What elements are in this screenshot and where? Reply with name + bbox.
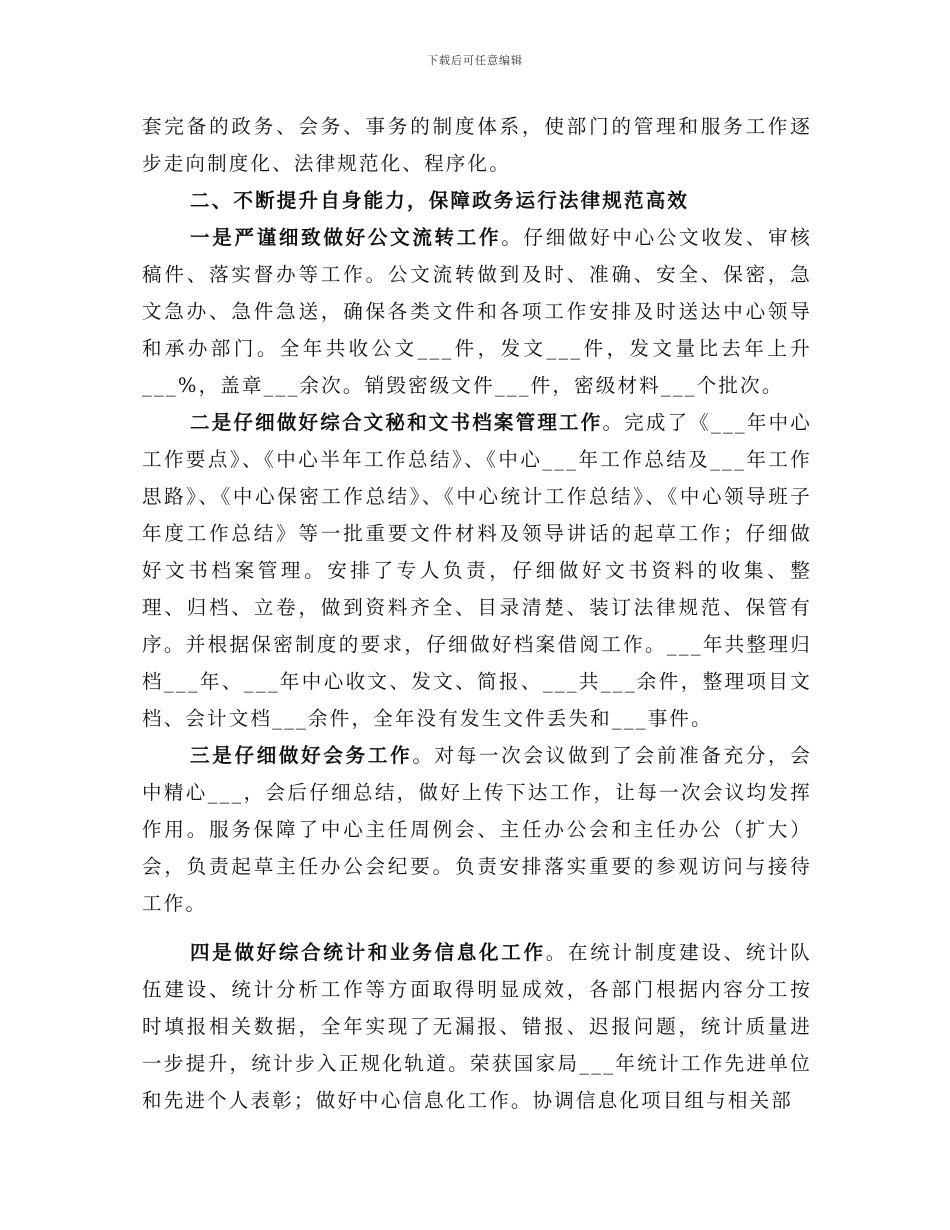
paragraph-meetings xyxy=(142,737,812,922)
paragraph-lead: 一是严谨细致做好公文流转工作 xyxy=(190,226,502,249)
paragraph-gap xyxy=(142,922,812,934)
paragraph-lead: 四是做好综合统计和业务信息化工作 xyxy=(190,941,546,964)
paragraph-text: 套完备的政务、会务、事务的制度体系，使部门的管理和服务工作逐步走向制度化、法律规范化、程序化。 xyxy=(142,115,812,175)
paragraph-text: 。完成了《___年中心工作要点》、《中心半年工作总结》、《中心___年工作总结及___年工作思路》、《中心保密工作总结》、《中心统计工作总结》、《中心领导班子年度工作总结》等一批重要文件材料及领导讲话的起草工作；仔细做好文书档案管理。安排了专人负责，仔细做好文书资料的收集、整理、归档、立卷，做到资料齐全、目录清楚、装订法律规范、保管有序。并根据保密制度的要求，仔细做好档案借阅工作。___年共整理归档___年、___年中心收文、发文、简报、___共___余件，整理项目文档、会计文档___余件，全年没有发生文件丢失和___事件。 xyxy=(142,411,812,730)
page-header: 下载后可任意编辑 xyxy=(427,54,523,67)
document-body xyxy=(142,108,812,1119)
paragraph-text: 。在统计制度建设、统计队伍建设、统计分析工作等方面取得明显成效，各部门根据内容分工按时填报相关数据，全年实现了无漏报、错报、迟报问题，统计质量进一步提升，统计步入正规化轨道。荣获国家局___年统计工作先进单位和先进个人表彰；做好中心信息化工作。协调信息化项目组与相关部 xyxy=(142,941,812,1112)
paragraph-continuation xyxy=(142,108,812,182)
paragraph-statistics xyxy=(142,934,812,1119)
paragraph-text: 。对每一次会议做到了会前准备充分，会中精心___，会后仔细总结，做好上传下达工作，让每一次会议均发挥作用。服务保障了中心主任周例会、主任办公会和主任办公（扩大）会，负责起草主任办公会纪要。负责安排落实重要的参观访问与接待工作。 xyxy=(142,744,812,915)
paragraph-archives xyxy=(142,404,812,737)
paragraph-lead: 三是仔细做好会务工作 xyxy=(190,744,413,767)
section-heading-text: 二、不断提升自身能力，保障政务运行法律规范高效 xyxy=(190,189,690,212)
section-heading xyxy=(142,182,812,219)
paragraph-document-flow xyxy=(142,219,812,404)
paragraph-lead: 二是仔细做好综合文秘和文书档案管理工作 xyxy=(190,411,603,434)
paragraph-text: 。仔细做好中心公文收发、审核稿件、落实督办等工作。公文流转做到及时、准确、安全、保密，急文急办、急件急送，确保各类文件和各项工作安排及时送达中心领导和承办部门。全年共收公文___件，发文___件，发文量比去年上升___%，盖章___余次。销毁密级文件___件，密级材料___个批次。 xyxy=(142,226,812,397)
